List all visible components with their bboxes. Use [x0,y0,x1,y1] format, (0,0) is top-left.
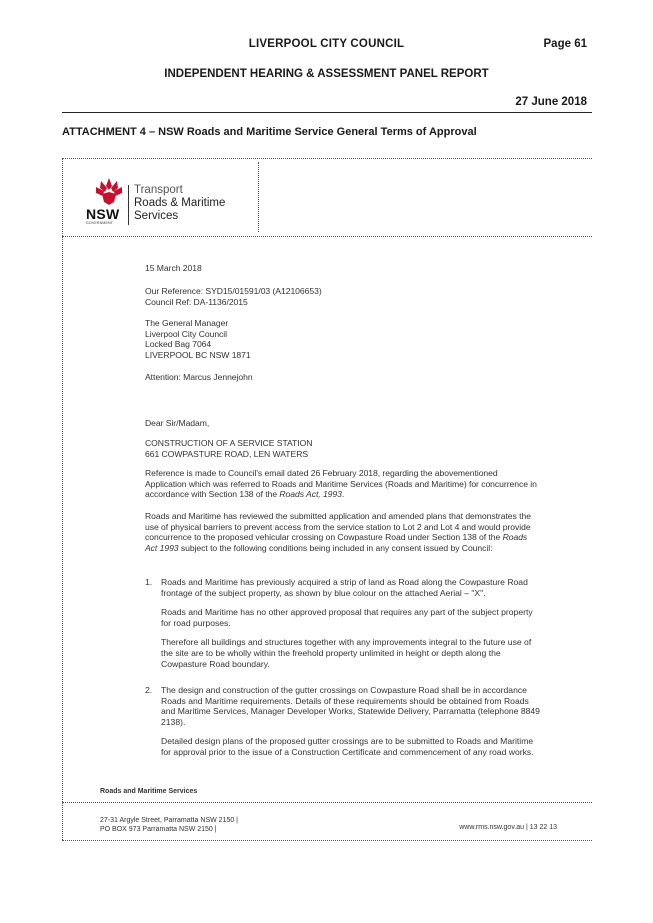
subject-line-1: CONSTRUCTION OF A SERVICE STATION [145,438,313,448]
frame-left-border [62,158,63,840]
condition-paragraph: The design and construction of the gutter crossings on Cowpasture Road shall be in accordance Roads and Maritime requirements. Details of these requirements should be obtained from Roads and Maritime Services, Manager Developer Works, Statewide Delivery, Parramatta (telephone 8849 2138). [161,685,540,727]
logo-divider [128,185,129,225]
paragraph-review [145,511,540,553]
council-reference: Council Ref: DA-1136/2015 [145,297,248,307]
footer-address [100,816,238,834]
waratah-icon [92,176,126,210]
para2-text: Roads and Maritime has reviewed the submitted application and amended plans that demonstrates the use of physical barriers to prevent access from the service station to Lot 2 and Lot 4 and would provide concurrence to the proposed vehicular crossing on Cowpasture Road under Section 138 of the [145,511,531,543]
footer-organisation: Roads and Maritime Services [100,788,198,795]
condition-2 [145,685,540,758]
salutation: Dear Sir/Madam, [145,418,210,428]
footer-address-line: 27-31 Argyle Street, Parramatta NSW 2150 | [100,817,238,824]
logo-services: Services [134,210,179,222]
condition-paragraph: Therefore all buildings and structures together with any improvements integral to the future use of the site are to be wholly within the freehold property unlimited in height or depth along the Cowpasture Road boundary. [161,637,532,669]
our-reference: Our Reference: SYD15/01591/03 (A12106653) [145,286,322,296]
attention-line: Attention: Marcus Jennejohn [145,372,253,382]
para1-act: Roads Act, 1993 [279,489,342,500]
report-subtitle: INDEPENDENT HEARING & ASSESSMENT PANEL REPORT [164,68,489,80]
condition-number: 2. [145,685,153,695]
condition-paragraph: Detailed design plans of the proposed gutter crossings are to be submitted to Roads and Maritime for approval prior to the issue of a Construction Certificate and commencement of any road works. [161,736,534,757]
paragraph-reference [145,468,540,500]
condition-1 [145,577,540,669]
nsw-wordmark: NSW [86,206,120,222]
header-rule [62,112,592,113]
address-line: The General Manager [145,318,229,328]
page-number: Page 61 [543,38,587,50]
frame-logo-divider [258,162,259,232]
para2-act: Roads Act 1993 [145,532,528,553]
para2-end: subject to the following conditions being included in any consent issued by Council: [178,542,493,553]
condition-paragraph: Roads and Maritime has no other approved proposal that requires any part of the subject property for road purposes. [161,607,533,628]
subject-line-2: 661 COWPASTURE ROAD, LEN WATERS [145,449,309,459]
rms-logo [86,176,246,226]
letter-date: 15 March 2018 [145,263,202,273]
logo-roads-maritime: Roads & Maritime [134,197,226,209]
council-title: LIVERPOOL CITY COUNCIL [248,38,405,50]
footer-website: www.rms.nsw.gov.au | 13 22 13 [459,824,557,831]
para1-end: . [341,489,345,500]
address-line: Locked Bag 7064 [145,339,212,350]
logo-transport: Transport [134,184,183,196]
footer-rule [62,802,592,803]
footer-address-line: PO BOX 973 Parramatta NSW 2150 | [100,826,217,833]
condition-paragraph: Roads and Maritime has previously acquired a strip of land as Road along the Cowpasture Road frontage of the subject property, as shown by blue colour on the attached Aerial – "X". [161,577,528,598]
frame-header-border [62,236,592,237]
government-wordmark: GOVERNMENT [86,221,114,225]
para1-text: Reference is made to Council's email dated 26 February 2018, regarding the abovementioned Application which was referred to Roads and Maritime Services (Roads and Maritime) for concurrence in accordance with Section 138 of the [145,468,537,500]
report-date: 27 June 2018 [515,96,587,108]
attachment-title: ATTACHMENT 4 – NSW Roads and Maritime Service General Terms of Approval [62,126,477,138]
address-line: LIVERPOOL BC NSW 1871 [145,349,251,360]
address-line: Liverpool City Council [145,328,228,339]
condition-number: 1. [145,577,153,587]
recipient-address [145,318,540,360]
frame-top-border [62,158,592,159]
frame-bottom-border [62,840,592,841]
